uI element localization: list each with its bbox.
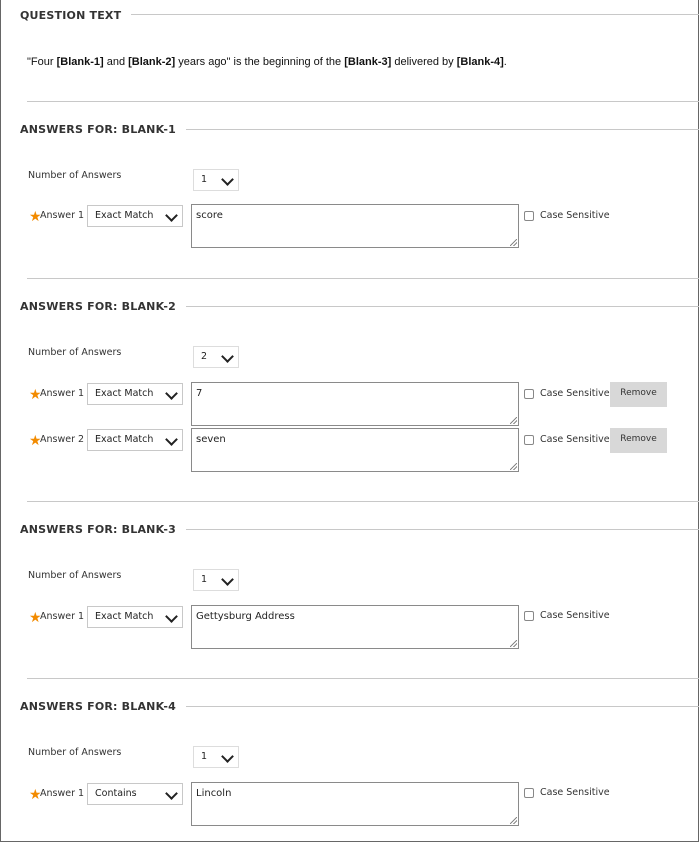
blank-2-answer-2-input[interactable] — [191, 428, 519, 472]
match-type-value: Contains — [95, 788, 137, 799]
chevron-down-icon — [221, 350, 234, 363]
section-separator — [27, 678, 699, 679]
blank-4-answer-1-case-sensitive-checkbox[interactable] — [524, 788, 534, 798]
chevron-down-icon — [165, 433, 178, 446]
answer-label: Answer 1 — [40, 788, 85, 799]
answer-count-value: 1 — [201, 574, 208, 585]
blank-3-legend: ANSWERS FOR: BLANK-3 — [20, 523, 186, 536]
blank-1-answer-count-select[interactable] — [193, 169, 239, 191]
required-star-icon: ★ — [29, 609, 42, 625]
required-star-icon: ★ — [29, 386, 42, 402]
answer-count-value: 1 — [201, 174, 208, 185]
blank-2-token: [Blank-2] — [128, 56, 176, 68]
blank-1-token: [Blank-1] — [56, 56, 104, 68]
blank-1-legend: ANSWERS FOR: BLANK-1 — [20, 123, 186, 136]
answer-value: seven — [196, 434, 226, 445]
answer-label: Answer 1 — [40, 388, 85, 399]
blank-1-answer-1-match-select[interactable] — [87, 205, 183, 227]
blank-4-answer-count-select[interactable] — [193, 746, 239, 768]
question-text-part: "Four — [27, 56, 57, 68]
resize-grip-icon[interactable] — [510, 239, 517, 246]
blank-2-answer-1-input[interactable] — [191, 382, 519, 426]
blank-4-answer-1-match-select[interactable] — [87, 783, 183, 805]
section-separator — [27, 501, 699, 502]
blank-3-token: [Blank-3] — [344, 56, 392, 68]
blank-2-legend: ANSWERS FOR: BLANK-2 — [20, 300, 186, 313]
match-type-value: Exact Match — [95, 210, 154, 221]
question-text-part: and — [103, 56, 129, 68]
case-sensitive-label: Case Sensitive — [540, 388, 610, 399]
case-sensitive-label: Case Sensitive — [540, 610, 610, 621]
blank-2-answer-2-match-select[interactable] — [87, 429, 183, 451]
answer-value: score — [196, 210, 223, 221]
blank-4-legend: ANSWERS FOR: BLANK-4 — [20, 700, 186, 713]
required-star-icon: ★ — [29, 786, 42, 802]
blank-2-answer-2-remove-button[interactable]: Remove — [610, 428, 667, 453]
required-star-icon: ★ — [29, 432, 42, 448]
blank-3-answer-1-input[interactable] — [191, 605, 519, 649]
match-type-value: Exact Match — [95, 611, 154, 622]
blank-2-answer-1-remove-button[interactable]: Remove — [610, 382, 667, 407]
blank-2-answer-2-case-sensitive-checkbox[interactable] — [524, 435, 534, 445]
blank-3-answer-1-match-select[interactable] — [87, 606, 183, 628]
chevron-down-icon — [221, 573, 234, 586]
chevron-down-icon — [165, 787, 178, 800]
question-text-legend: QUESTION TEXT — [20, 9, 131, 22]
number-of-answers-label: Number of Answers — [28, 747, 122, 758]
question-text — [27, 56, 507, 68]
blank-3-answer-count-select[interactable] — [193, 569, 239, 591]
number-of-answers-label: Number of Answers — [28, 347, 122, 358]
blank-1-answer-1-case-sensitive-checkbox[interactable] — [524, 211, 534, 221]
answer-label: Answer 1 — [40, 611, 85, 622]
blank-2-answer-1-case-sensitive-checkbox[interactable] — [524, 389, 534, 399]
chevron-down-icon — [221, 750, 234, 763]
section-separator — [27, 278, 699, 279]
answer-label: Answer 1 — [40, 210, 85, 221]
blank-4-token: [Blank-4] — [456, 56, 504, 68]
match-type-value: Exact Match — [95, 434, 154, 445]
section-separator — [27, 101, 699, 102]
blank-2-answer-1-match-select[interactable] — [87, 383, 183, 405]
blank-3-answer-1-case-sensitive-checkbox[interactable] — [524, 611, 534, 621]
case-sensitive-label: Case Sensitive — [540, 210, 610, 221]
number-of-answers-label: Number of Answers — [28, 570, 122, 581]
blank-4-answer-1-input[interactable] — [191, 782, 519, 826]
resize-grip-icon[interactable] — [510, 817, 517, 824]
number-of-answers-label: Number of Answers — [28, 170, 122, 181]
case-sensitive-label: Case Sensitive — [540, 787, 610, 798]
answer-value: 7 — [196, 388, 203, 399]
chevron-down-icon — [165, 209, 178, 222]
blank-2-answer-count-select[interactable] — [193, 346, 239, 368]
question-text-part: years ago" is the beginning of the — [175, 56, 345, 68]
answer-value: Gettysburg Address — [196, 611, 295, 622]
case-sensitive-label: Case Sensitive — [540, 434, 610, 445]
match-type-value: Exact Match — [95, 388, 154, 399]
required-star-icon: ★ — [29, 208, 42, 224]
resize-grip-icon[interactable] — [510, 417, 517, 424]
resize-grip-icon[interactable] — [510, 640, 517, 647]
answer-count-value: 2 — [201, 351, 208, 362]
answer-label: Answer 2 — [40, 434, 85, 445]
chevron-down-icon — [165, 387, 178, 400]
question-text-part: delivered by — [391, 56, 457, 68]
chevron-down-icon — [221, 173, 234, 186]
resize-grip-icon[interactable] — [510, 463, 517, 470]
answer-value: Lincoln — [196, 788, 232, 799]
question-text-part: . — [503, 56, 507, 68]
chevron-down-icon — [165, 610, 178, 623]
answer-count-value: 1 — [201, 751, 208, 762]
blank-1-answer-1-input[interactable] — [191, 204, 519, 248]
